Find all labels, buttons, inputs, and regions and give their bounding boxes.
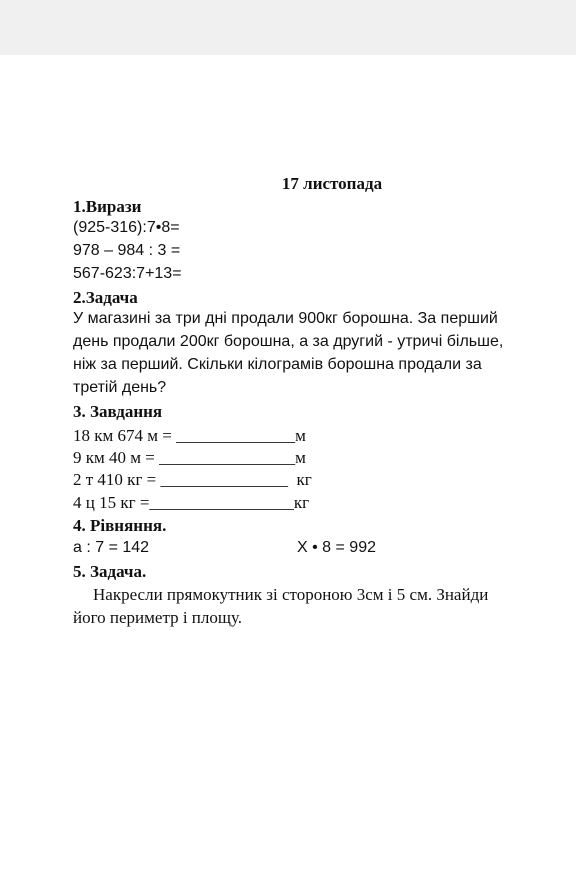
top-bar bbox=[0, 0, 576, 55]
expression-line: 978 – 984 : 3 = bbox=[73, 242, 181, 259]
conversion-expression: 4 ц 15 кг = bbox=[73, 493, 150, 512]
section3-number: 3 bbox=[73, 402, 82, 421]
problem-text-line: день продали 200кг борошна, а за другий - утричі більше, bbox=[73, 333, 504, 350]
expression-line: 567-623:7+13= bbox=[73, 265, 182, 282]
section3-title: . Завдання bbox=[81, 402, 163, 421]
task-text-line: Накресли прямокутник зі стороною 3см і 5 см. Знайди bbox=[93, 585, 489, 604]
equation-1: а : 7 = 142 bbox=[73, 539, 150, 556]
conversion-row bbox=[73, 426, 306, 446]
section5-heading: 5. Задача. bbox=[73, 562, 147, 581]
section2-heading: 2.Задача bbox=[73, 288, 138, 307]
conversion-row bbox=[73, 470, 312, 490]
problem-text-line: У магазині за три дні продали 900кг борошна. За перший bbox=[73, 310, 498, 327]
equation-2: Х • 8 = 992 bbox=[297, 539, 376, 556]
problem-text-line: третій день? bbox=[73, 379, 167, 396]
answer-blank: _________________ bbox=[149, 493, 294, 512]
conversion-expression: 18 км 674 м = bbox=[73, 426, 177, 445]
unit-label: м bbox=[295, 448, 306, 467]
conversion-row bbox=[73, 448, 306, 468]
unit-label: кг bbox=[288, 470, 312, 489]
conversion-expression: 9 км 40 м = bbox=[73, 448, 160, 467]
conversion-expression: 2 т 410 кг = bbox=[73, 470, 161, 489]
answer-blank: ______________ bbox=[176, 426, 296, 445]
unit-label: м bbox=[295, 426, 306, 445]
problem-text-line: ніж за перший. Скільки кілограмів борошна продали за bbox=[73, 356, 482, 373]
page-title: 17 листопада bbox=[281, 174, 383, 193]
answer-blank: _______________ bbox=[160, 470, 288, 489]
section1-heading: 1.Вирази bbox=[73, 197, 142, 216]
section4-heading: 4. Рівняння. bbox=[73, 516, 167, 535]
task-text-line: його периметр і площу. bbox=[73, 608, 243, 627]
unit-label: кг bbox=[293, 493, 310, 512]
answer-blank: ________________ bbox=[159, 448, 296, 467]
conversion-row bbox=[73, 493, 309, 513]
section3-heading bbox=[73, 402, 162, 422]
expression-line: (925-316):7•8= bbox=[73, 219, 180, 236]
